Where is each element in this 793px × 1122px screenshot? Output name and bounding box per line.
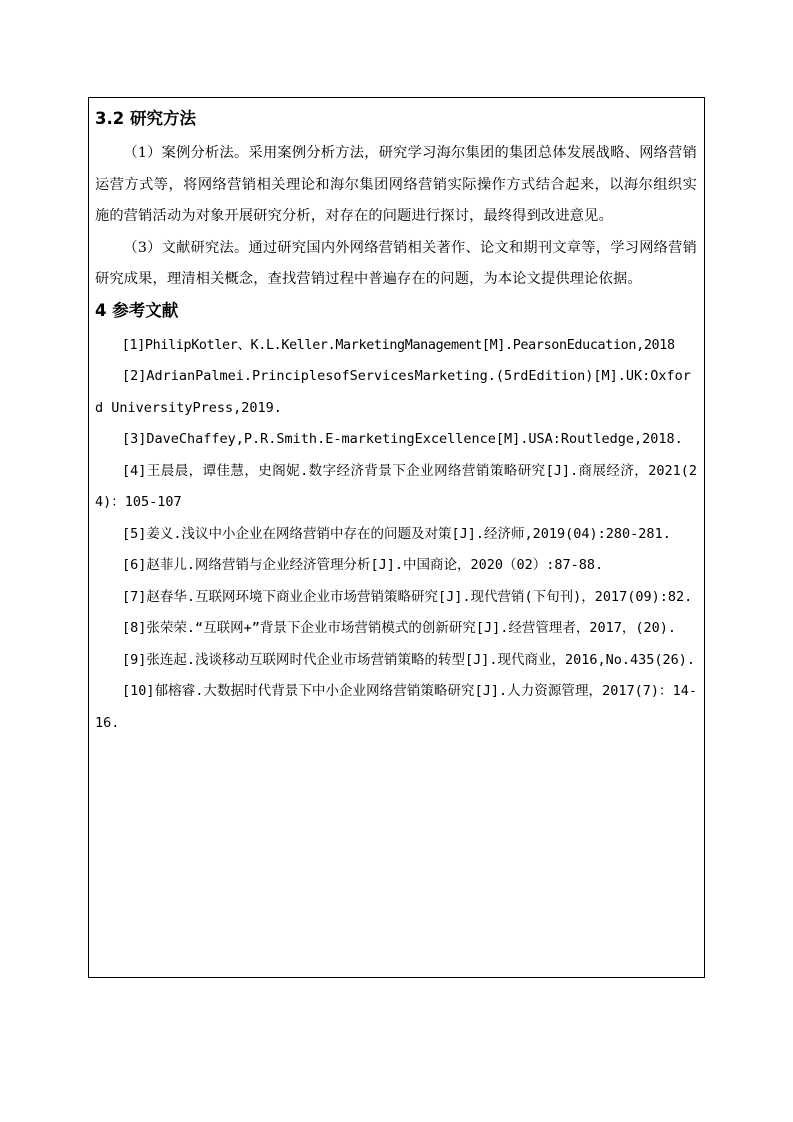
reference-item: [6]赵菲儿.网络营销与企业经济管理分析[J].中国商论，2020（02）:87-88. <box>122 557 604 573</box>
paragraph-literature-research: （3）文献研究法。通过研究国内外网络营销相关著作、论文和期刊文章等，学习网络营销研究成果，理清相关概念，查找营销过程中普遍存在的问题，为本论文提供理论依据。 <box>95 239 697 287</box>
reference-item: [1]PhilipKotler、K.L.Keller.MarketingManagement[M].PearsonEducation,2018 <box>121 337 675 353</box>
reference-item: [2]AdrianPalmei.PrinciplesofServicesMarketing.(5rdEdition)[M].UK:Oxford UniversityPress,2019. <box>95 368 691 416</box>
reference-item: [9]张连起.浅谈移动互联网时代企业市场营销策略的转型[J].现代商业，2016,No.435(26). <box>122 651 696 668</box>
section-title-research-method: 3.2 研究方法 <box>95 109 196 128</box>
reference-item: [8]张荣荣.“互联网+”背景下企业市场营销模式的创新研究[J].经营管理者，2017，(20). <box>122 620 677 636</box>
reference-item: [4]王晨晨，谭佳慧，史阁妮.数字经济背景下企业网络营销策略研究[J].商展经济，2021(24)：105-107 <box>95 462 697 510</box>
content-frame <box>88 97 705 978</box>
reference-list <box>95 330 697 740</box>
section-title-references: 4 参考文献 <box>95 300 179 320</box>
reference-item: [10]郁榕睿.大数据时代背景下中小企业网络营销策略研究[J].人力资源管理，2017(7)：14-16. <box>95 683 697 731</box>
reference-item: [5]姜义.浅议中小企业在网络营销中存在的问题及对策[J].经济师,2019(04):280-281. <box>122 525 671 542</box>
reference-item: [3]DaveChaffey,P.R.Smith.E-marketingExcellence[M].USA:Routledge,2018. <box>122 431 683 447</box>
reference-item: [7]赵春华.互联网环境下商业企业市场营销策略研究[J].现代营销(下旬刊)，2017(09):82. <box>122 588 693 605</box>
paragraph-case-analysis: （1）案例分析法。采用案例分析方法，研究学习海尔集团的集团总体发展战略、网络营销运营方式等，将网络营销相关理论和海尔集团网络营销实际操作方式结合起来，以海尔组织实施的营销活动为对象开展研究分析，对存在的问题进行探讨，最终得到改进意见。 <box>95 145 697 224</box>
